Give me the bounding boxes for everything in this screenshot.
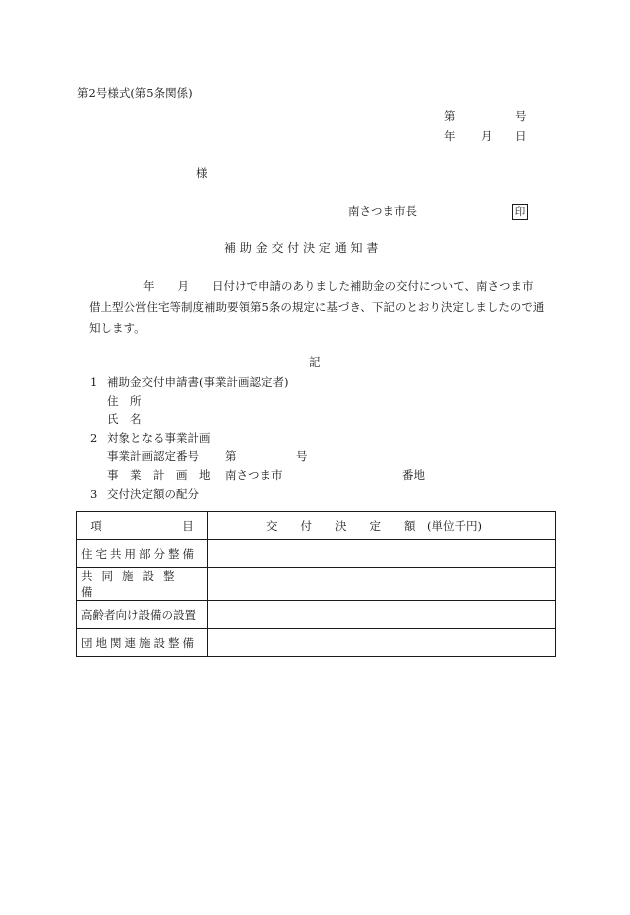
item1-label: 補助金交付申請書(事業計画認定者) <box>107 375 289 389</box>
document-title: 補 助 金 交 付 決 定 通 知 書 <box>224 241 379 255</box>
form-id: 第2号様式(第5条関係) <box>77 86 193 100</box>
item2-label: 対象となる事業計画 <box>107 431 211 445</box>
header-amount: 交 付 決 定 額 (単位千円) <box>208 512 556 540</box>
table-row <box>77 540 556 568</box>
row-value[interactable] <box>208 568 556 601</box>
row-value[interactable] <box>208 601 556 629</box>
addressee-suffix: 様 <box>196 166 208 180</box>
row-value[interactable] <box>208 629 556 657</box>
item2-num: 2 <box>90 431 98 445</box>
item3-label: 交付決定額の配分 <box>107 487 199 501</box>
table-row <box>77 568 556 601</box>
row-label: 高齢者向け設備の設置 <box>77 601 208 629</box>
item1-num: 1 <box>90 375 98 389</box>
item1-address: 住 所 <box>107 394 142 408</box>
site-label: 事 業 計 画 地 <box>107 468 211 482</box>
body-line-3: 知します。 <box>89 321 146 335</box>
item1-name: 氏 名 <box>107 412 142 426</box>
header-item: 項 目 <box>77 512 208 540</box>
date-month: 月 <box>481 129 493 143</box>
site-city: 南さつま市 <box>225 468 283 482</box>
allocation-table <box>76 511 556 657</box>
site-banchi: 番地 <box>402 468 425 482</box>
cert-number-label: 事業計画認定番号 <box>107 449 199 463</box>
body-line-1: 年 月 日付けで申請のありました補助金の交付について、南さつま市 <box>143 279 534 293</box>
row-value[interactable] <box>208 540 556 568</box>
number-go: 号 <box>515 109 527 123</box>
number-dai: 第 <box>444 109 456 123</box>
row-label: 団地関連施設整備 <box>77 629 208 657</box>
body-line-2: 借上型公営住宅等制度補助要領第5条の規定に基づき、下記のとおり決定しましたので通 <box>89 300 545 314</box>
table-row <box>77 601 556 629</box>
body-paragraph <box>77 276 557 339</box>
ki-heading: 記 <box>309 355 321 369</box>
row-label: 住宅共用部分整備 <box>77 540 208 568</box>
issuer: 南さつま市長 <box>348 204 417 218</box>
seal-stamp: 印 <box>512 204 528 220</box>
table-header-row <box>77 512 556 540</box>
cert-dai: 第 <box>225 449 237 463</box>
date-day: 日 <box>515 129 527 143</box>
item3-num: 3 <box>90 487 98 501</box>
row-label: 共同施設整備 <box>77 568 208 601</box>
date-year: 年 <box>444 129 456 143</box>
cert-go: 号 <box>296 449 308 463</box>
table-row <box>77 629 556 657</box>
